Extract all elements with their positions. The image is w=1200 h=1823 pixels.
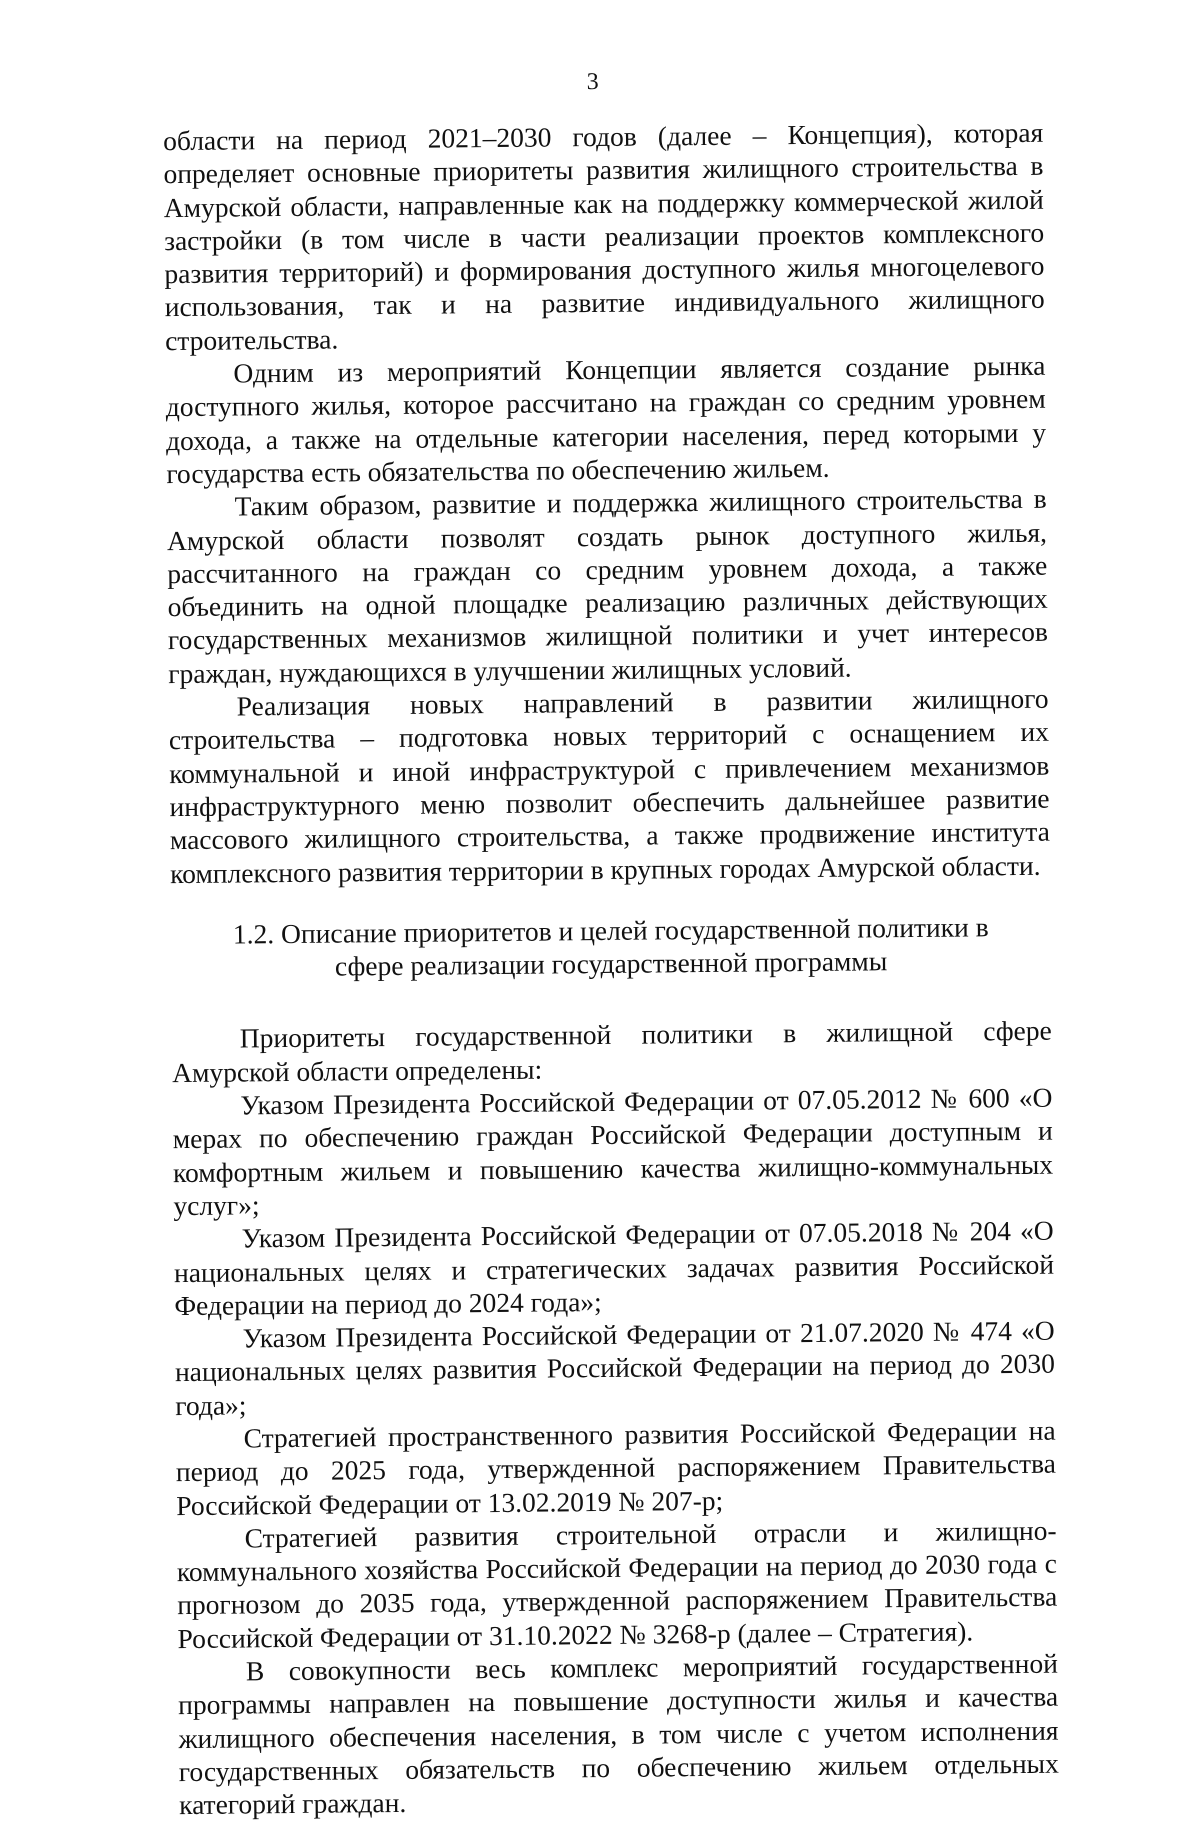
section-heading: 1.2. Описание приоритетов и целей государственной политики в сфере реализации государственной программы xyxy=(232,911,989,982)
paragraph: Приоритеты государственной политики в жилищной сфере Амурской области определены: xyxy=(171,1015,1052,1088)
list-item-strategy: Стратегией развития строительной отрасли и жилищно-коммунального хозяйства Российской Федерации на период до 2030 года с прогнозом до 2035 года, утвержденной распоряжением Правительства Российской Федерации от 31.10.2022 № 3268-р (далее – Стратегия). xyxy=(176,1514,1058,1654)
paragraph: Реализация новых направлений в развитии жилищного строительства – подготовка новых территорий с оснащением их коммунальной и иной инфраструктурой с привлечением механизмов инфраструктурного меню позволит обеспечить дальнейшее развитие массового жилищного строительства, а также продвижение института комплексного развития территории в крупных городах Амурской области. xyxy=(168,682,1051,889)
list-item-decree: Указом Президента Российской Федерации от 07.05.2012 № 600 «О мерах по обеспечению граждан Российской Федерации доступным и комфортным жильем и повышению качества жилищно-коммунальных услуг»; xyxy=(172,1081,1054,1222)
list-item-decree: Указом Президента Российской Федерации от 21.07.2020 № 474 «О национальных целях развития Российской Федерации на период до 2030 года»; xyxy=(174,1314,1056,1421)
list-item-strategy: Стратегией пространственного развития Российской Федерации на период до 2025 года, утвержденной распоряжением Правительства Российской Федерации от 13.02.2019 № 207-р; xyxy=(175,1414,1057,1521)
paragraph: Таким образом, развитие и поддержка жилищного строительства в Амурской области позволят создать рынок доступного жилья, рассчитанного на граждан со средним уровнем дохода, а также объединить на одной площадке реализацию различных действующих государственных механизмов жилищной политики и учет интересов граждан, нуждающихся в улучшении жилищных условий. xyxy=(166,482,1049,689)
paragraph: В совокупности весь комплекс мероприятий государственной программы направлен на повышение доступности жилья и качества жилищного обеспечения населения, в том числе с учетом исполнения государственных обязательств по обеспечению жильем отдельных категорий граждан. xyxy=(178,1647,1059,1821)
paragraph: Одним из мероприятий Концепции является создание рынка доступного жилья, которое рассчитано на граждан со средним уровнем дохода, а также на отдельные категории населения, перед которыми у государства есть обязательства по обеспечению жильем. xyxy=(165,349,1047,490)
document-body xyxy=(163,116,1059,1822)
paragraph-continuation: области на период 2021–2030 годов (далее – Концепция), которая определяет основные приоритеты развития жилищного строительства в Амурской области, направленные как на поддержку коммерческой жилой застройки (в том числе в части реализации проектов комплексного развития территорий) и формирования доступного жилья многоцелевого использования, так и на развитие индивидуального жилищного строительства. xyxy=(163,116,1045,356)
page-number: 3 xyxy=(586,68,599,96)
list-item-decree: Указом Президента Российской Федерации от 07.05.2018 № 204 «О национальных целях и стратегических задачах развития Российской Федерации на период до 2024 года»; xyxy=(173,1214,1055,1321)
